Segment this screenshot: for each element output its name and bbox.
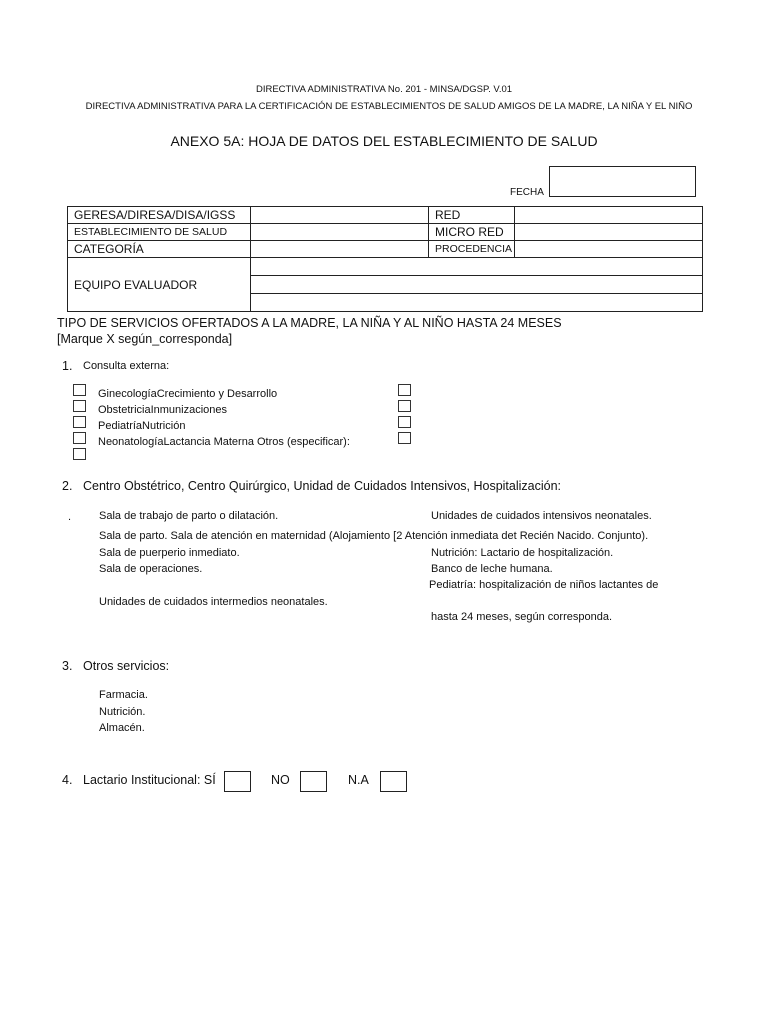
establecimiento-label: ESTABLECIMIENTO DE SALUD xyxy=(68,224,251,241)
list-item: PediatríaNutrición xyxy=(98,420,186,432)
section-3-number: 3. xyxy=(62,659,73,673)
categoria-label: CATEGORÍA xyxy=(68,241,251,258)
table-row xyxy=(68,258,703,276)
checkbox-otros[interactable] xyxy=(73,448,86,460)
procedencia-field[interactable] xyxy=(515,241,703,258)
establishment-data-table xyxy=(67,206,703,312)
lactario-na-box[interactable] xyxy=(380,771,407,792)
lactario-no-box[interactable] xyxy=(300,771,327,792)
lactario-no-label: NO xyxy=(271,773,290,787)
page-title: ANEXO 5A: HOJA DE DATOS DEL ESTABLECIMIENTO DE SALUD xyxy=(170,133,598,149)
directive-title: DIRECTIVA ADMINISTRATIVA PARA LA CERTIFICACIÓN DE ESTABLECIMIENTOS DE SALUD AMIGOS DE LA MADRE, LA NIÑA Y EL NIÑO xyxy=(85,101,693,112)
lactario-si-box[interactable] xyxy=(224,771,251,792)
equipo-field-1[interactable] xyxy=(251,258,703,276)
section-2-heading: Centro Obstétrico, Centro Quirúrgico, Unidad de Cuidados Intensivos, Hospitalización: xyxy=(83,479,562,493)
list-item: Nutrición: Lactario de hospitalización. xyxy=(431,547,614,559)
equipo-label: EQUIPO EVALUADOR xyxy=(68,258,251,312)
services-instruction: [Marque X según_corresponda] xyxy=(57,332,233,346)
section-2-dot: . xyxy=(68,511,72,523)
table-row xyxy=(68,207,703,224)
section-2-number: 2. xyxy=(62,479,73,493)
section-1-heading: Consulta externa: xyxy=(83,360,170,372)
lactario-na-label: N.A xyxy=(348,773,369,787)
checkbox-obstetricia[interactable] xyxy=(73,400,86,412)
checkbox-inmunizaciones[interactable] xyxy=(398,400,411,412)
checkbox-neonatologia[interactable] xyxy=(73,432,86,444)
geresa-label: GERESA/DIRESA/DISA/IGSS xyxy=(68,207,251,224)
list-item: hasta 24 meses, según corresponda. xyxy=(431,611,613,623)
list-item: NeonatologíaLactancia Materna Otros (especificar): xyxy=(98,436,350,448)
fecha-field[interactable] xyxy=(549,166,696,197)
fecha-label: FECHA xyxy=(510,187,544,198)
equipo-field-2[interactable] xyxy=(251,276,703,294)
procedencia-label: PROCEDENCIA xyxy=(429,241,515,258)
section-1-number: 1. xyxy=(62,359,73,373)
list-item: Banco de leche humana. xyxy=(431,563,553,575)
list-item: Sala de puerperio inmediato. xyxy=(99,547,240,559)
list-item: ObstetriciaInmunizaciones xyxy=(98,404,228,416)
establecimiento-field[interactable] xyxy=(251,224,429,241)
table-row xyxy=(68,224,703,241)
list-item: Sala de operaciones. xyxy=(99,563,203,575)
list-item: Unidades de cuidados intermedios neonatales. xyxy=(99,596,328,608)
red-field[interactable] xyxy=(515,207,703,224)
list-item: Pediatría: hospitalización de niños lactantes de xyxy=(429,579,659,591)
checkbox-lactancia[interactable] xyxy=(398,432,411,444)
services-heading: TIPO DE SERVICIOS OFERTADOS A LA MADRE, LA NIÑA Y AL NIÑO HASTA 24 MESES xyxy=(57,316,562,330)
list-item: GinecologíaCrecimiento y Desarrollo xyxy=(98,388,278,400)
list-item: Nutrición. xyxy=(99,706,146,718)
list-item: Unidades de cuidados intensivos neonatales. xyxy=(431,510,652,522)
list-item: Sala de trabajo de parto o dilatación. xyxy=(99,510,279,522)
micro-red-field[interactable] xyxy=(515,224,703,241)
table-row xyxy=(68,241,703,258)
categoria-field[interactable] xyxy=(251,241,429,258)
list-item: Farmacia. xyxy=(99,689,148,701)
equipo-field-3[interactable] xyxy=(251,294,703,312)
section-4-number: 4. xyxy=(62,773,73,787)
directive-number: DIRECTIVA ADMINISTRATIVA No. 201 - MINSA/DGSP. V.01 xyxy=(255,84,513,95)
list-item: Almacén. xyxy=(99,722,145,734)
micro-red-label: MICRO RED xyxy=(429,224,515,241)
checkbox-crecimiento[interactable] xyxy=(398,384,411,396)
lactario-label: Lactario Institucional: SÍ xyxy=(83,773,216,787)
checkbox-pediatria[interactable] xyxy=(73,416,86,428)
red-label: RED xyxy=(429,207,515,224)
checkbox-nutricion[interactable] xyxy=(398,416,411,428)
section-3-heading: Otros servicios: xyxy=(83,659,170,673)
list-item: Sala de parto. Sala de atención en maternidad (Alojamiento [2 Atención inmediata det Recién Nacido. Conjunto). xyxy=(99,530,649,542)
checkbox-ginecologia[interactable] xyxy=(73,384,86,396)
geresa-field[interactable] xyxy=(251,207,429,224)
